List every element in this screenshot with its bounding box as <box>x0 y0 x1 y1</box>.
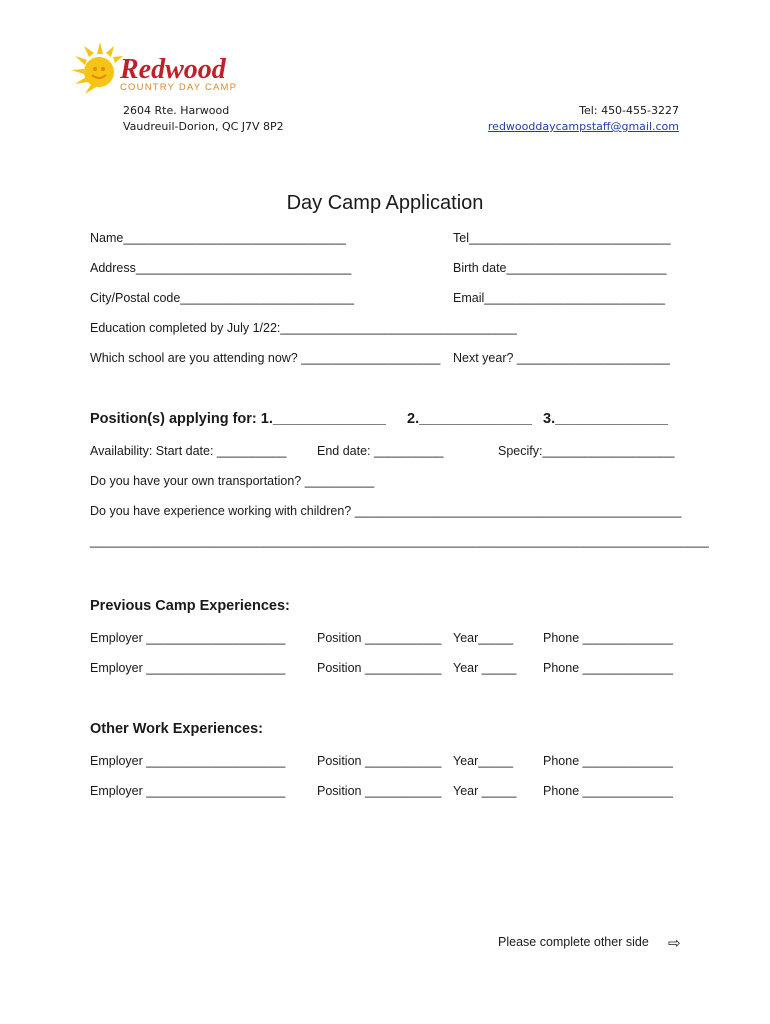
birth-date-field[interactable]: Birth date_______________________ <box>453 261 667 275</box>
other-year-2[interactable]: Year _____ <box>453 784 517 798</box>
end-date-field[interactable]: End date: __________ <box>317 444 444 458</box>
school-field[interactable]: Which school are you attending now? ____________________ <box>90 351 441 365</box>
prev-year-1[interactable]: Year_____ <box>453 631 514 645</box>
tel-field[interactable]: Tel_____________________________ <box>453 231 671 245</box>
other-employer-2[interactable]: Employer ____________________ <box>90 784 286 798</box>
page-title: Day Camp Application <box>286 192 484 214</box>
logo-name: Redwood <box>120 54 226 85</box>
next-year-field[interactable]: Next year? ______________________ <box>453 351 670 365</box>
other-phone-2[interactable]: Phone _____________ <box>543 784 673 798</box>
start-date-field[interactable]: Availability: Start date: __________ <box>90 444 287 458</box>
other-position-1[interactable]: Position ___________ <box>317 754 442 768</box>
email-field[interactable]: Email__________________________ <box>453 291 666 305</box>
address-line2: Vaudreuil-Dorion, QC J7V 8P2 <box>123 120 284 133</box>
other-phone-1[interactable]: Phone _____________ <box>543 754 673 768</box>
city-postal-field[interactable]: City/Postal code_________________________ <box>90 291 355 305</box>
logo-tagline: COUNTRY DAY CAMP <box>120 82 238 93</box>
previous-experience-heading: Previous Camp Experiences: <box>90 598 290 614</box>
children-experience-line2[interactable]: _________________________________________________________________________________________ <box>90 534 709 548</box>
other-experience-heading: Other Work Experiences: <box>90 721 263 737</box>
sun-logo-icon <box>70 40 270 100</box>
prev-year-2[interactable]: Year _____ <box>453 661 517 675</box>
other-position-2[interactable]: Position ___________ <box>317 784 442 798</box>
contact-tel: Tel: 450-455-3227 <box>579 104 679 117</box>
position-2-field[interactable]: 2.______________ <box>407 411 532 427</box>
children-experience-field[interactable]: Do you have experience working with children? _______________________________________________ <box>90 504 682 518</box>
position-1-field[interactable]: Position(s) applying for: 1.______________ <box>90 411 386 427</box>
prev-position-1[interactable]: Position ___________ <box>317 631 442 645</box>
prev-phone-2[interactable]: Phone _____________ <box>543 661 673 675</box>
position-3-field[interactable]: 3.______________ <box>543 411 668 427</box>
prev-phone-1[interactable]: Phone _____________ <box>543 631 673 645</box>
camp-logo <box>70 40 270 105</box>
specify-field[interactable]: Specify:___________________ <box>498 444 675 458</box>
prev-employer-2[interactable]: Employer ____________________ <box>90 661 286 675</box>
prev-employer-1[interactable]: Employer ____________________ <box>90 631 286 645</box>
other-year-1[interactable]: Year_____ <box>453 754 514 768</box>
name-field[interactable]: Name________________________________ <box>90 231 346 245</box>
address-line1: 2604 Rte. Harwood <box>123 104 230 117</box>
address-field[interactable]: Address_______________________________ <box>90 261 352 275</box>
education-field[interactable]: Education completed by July 1/22:__________________________________ <box>90 321 517 335</box>
arrow-right-icon: ⇨ <box>668 935 681 952</box>
footer-note: Please complete other side <box>498 935 649 949</box>
prev-position-2[interactable]: Position ___________ <box>317 661 442 675</box>
other-employer-1[interactable]: Employer ____________________ <box>90 754 286 768</box>
contact-email-link[interactable]: redwooddaycampstaff@gmail.com <box>487 120 679 133</box>
transportation-field[interactable]: Do you have your own transportation? __________ <box>90 474 375 488</box>
